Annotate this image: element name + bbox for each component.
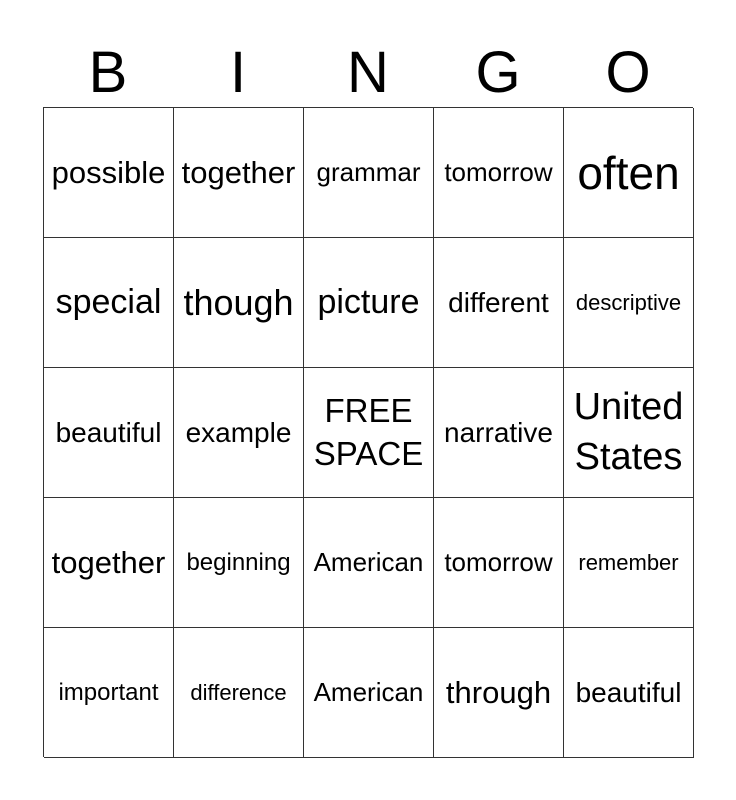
bingo-cell [434, 108, 564, 238]
bingo-cell [434, 498, 564, 628]
cell-word: different [448, 286, 549, 318]
bingo-cell [174, 238, 304, 368]
cell-word: beautiful [575, 676, 682, 708]
cell-word: example [185, 416, 292, 448]
cell-word: special [55, 283, 162, 321]
bingo-cell [304, 498, 434, 628]
cell-word: descriptive [575, 289, 682, 315]
cell-word: United States [573, 386, 684, 478]
cell-word: picture [317, 283, 420, 321]
bingo-cell [174, 498, 304, 628]
bingo-cell [434, 238, 564, 368]
cell-word: though [183, 281, 294, 323]
cell-word: tomorrow [444, 157, 553, 187]
bingo-cell [564, 108, 694, 238]
cell-word: together [51, 544, 166, 580]
cell-word: tomorrow [444, 547, 553, 577]
bingo-cell [304, 238, 434, 368]
cell-word: American [313, 677, 424, 707]
cell-word: possible [51, 154, 166, 190]
free-space-cell [304, 368, 434, 498]
bingo-cell [174, 628, 304, 758]
header-letter-n: N [347, 40, 389, 105]
cell-word: difference [190, 679, 287, 705]
bingo-cell [44, 498, 174, 628]
cell-word: through [445, 674, 552, 710]
bingo-cell [304, 108, 434, 238]
header-letter-g: G [475, 40, 521, 105]
cell-word: grammar [316, 157, 421, 187]
cell-word: together [181, 154, 296, 190]
cell-word: narrative [444, 416, 553, 448]
cell-word: beginning [186, 548, 291, 576]
cell-word: beautiful [55, 416, 162, 448]
bingo-cell [564, 628, 694, 758]
header-letter-i: I [229, 40, 247, 105]
bingo-cell [304, 628, 434, 758]
bingo-header [43, 40, 693, 106]
bingo-cell [44, 108, 174, 238]
header-letter-o: O [605, 40, 651, 105]
bingo-cell [44, 628, 174, 758]
bingo-cell [44, 368, 174, 498]
bingo-cell [434, 628, 564, 758]
bingo-cell [564, 498, 694, 628]
cell-word: important [58, 678, 159, 706]
bingo-cell [434, 368, 564, 498]
bingo-cell [174, 108, 304, 238]
header-letter-b: B [88, 40, 128, 105]
bingo-board [43, 107, 693, 757]
bingo-cell [564, 238, 694, 368]
free-space-label: FREE SPACE [313, 391, 424, 472]
bingo-cell [174, 368, 304, 498]
bingo-cell [44, 238, 174, 368]
cell-word: often [577, 146, 680, 199]
cell-word: remember [578, 549, 679, 575]
bingo-cell [564, 368, 694, 498]
cell-word: American [313, 547, 424, 577]
